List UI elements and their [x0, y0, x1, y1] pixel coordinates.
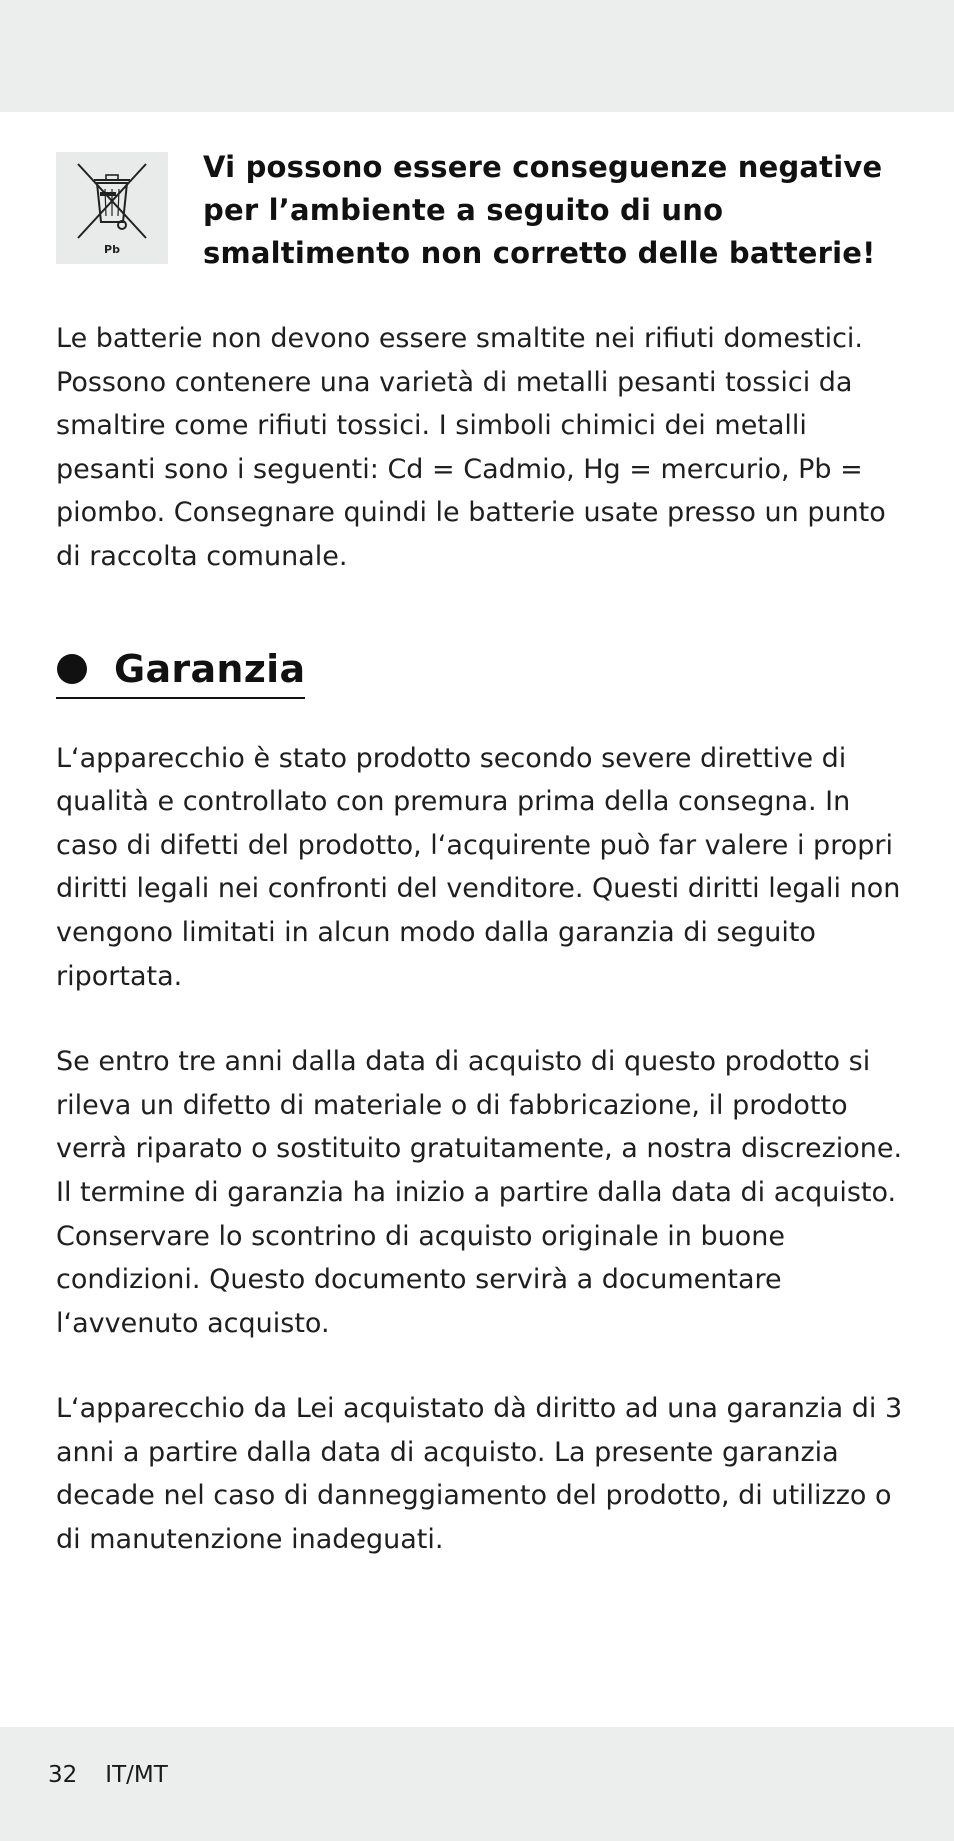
- page-number: 32: [48, 1762, 78, 1788]
- region-code: IT/MT: [105, 1762, 168, 1788]
- crossed-out-bin-icon: [56, 152, 168, 264]
- battery-warning: [56, 146, 906, 275]
- page-content: [56, 146, 906, 1562]
- warranty-paragraph-2: Se entro tre anni dalla data di acquisto di questo prodotto si rileva un difetto di materiale o di fabbricazione, il prodotto verrà riparato o sostituito gratuitamente, a nostra discrezione. Il termine di garanzia ha inizio a partire dalla data di acquisto. Conservare lo scontrino di acquisto originale in buone condizioni. Questo documento servirà a documentare l‘avvenuto acquisto.: [56, 1046, 903, 1339]
- warning-title: Vi possono essere conseguenze negative per l’ambiente a seguito di uno smaltimento non corretto delle batterie!: [203, 150, 883, 270]
- battery-disposal-text: Le batterie non devono essere smaltite nei rifiuti domestici. Possono contenere una varietà di metalli pesanti tossici da smaltire come rifiuti tossici. I simboli chimici dei metalli pesanti sono i seguenti: Cd = Cadmio, Hg = mercurio, Pb = piombo. Consegnare quindi le batterie usate presso un punto di raccolta comunale.: [56, 323, 886, 572]
- section-heading: [56, 645, 305, 699]
- header-band: [0, 0, 954, 112]
- warranty-paragraph-3: L‘apparecchio da Lei acquistato dà diritto ad una garanzia di 3 anni a partire dalla data di acquisto. La presente garanzia decade nel caso di danneggiamento del prodotto, di utilizzo o di manutenzione inadeguati.: [56, 1393, 903, 1556]
- crossed-out-bin-icon-svg: [56, 152, 168, 264]
- page-footer: [48, 1762, 168, 1788]
- bullet-icon: [57, 654, 87, 684]
- section-title: Garanzia: [114, 646, 306, 691]
- pb-label: Pb: [104, 243, 120, 256]
- warranty-paragraph-1: L‘apparecchio è stato prodotto secondo severe direttive di qualità e controllato con premura prima della consegna. In caso di difetti del prodotto, l‘acquirente può far valere i propri diritti legali nei confronti del venditore. Questi diritti legali non vengono limitati in alcun modo dalla garanzia di seguito riportata.: [56, 742, 901, 992]
